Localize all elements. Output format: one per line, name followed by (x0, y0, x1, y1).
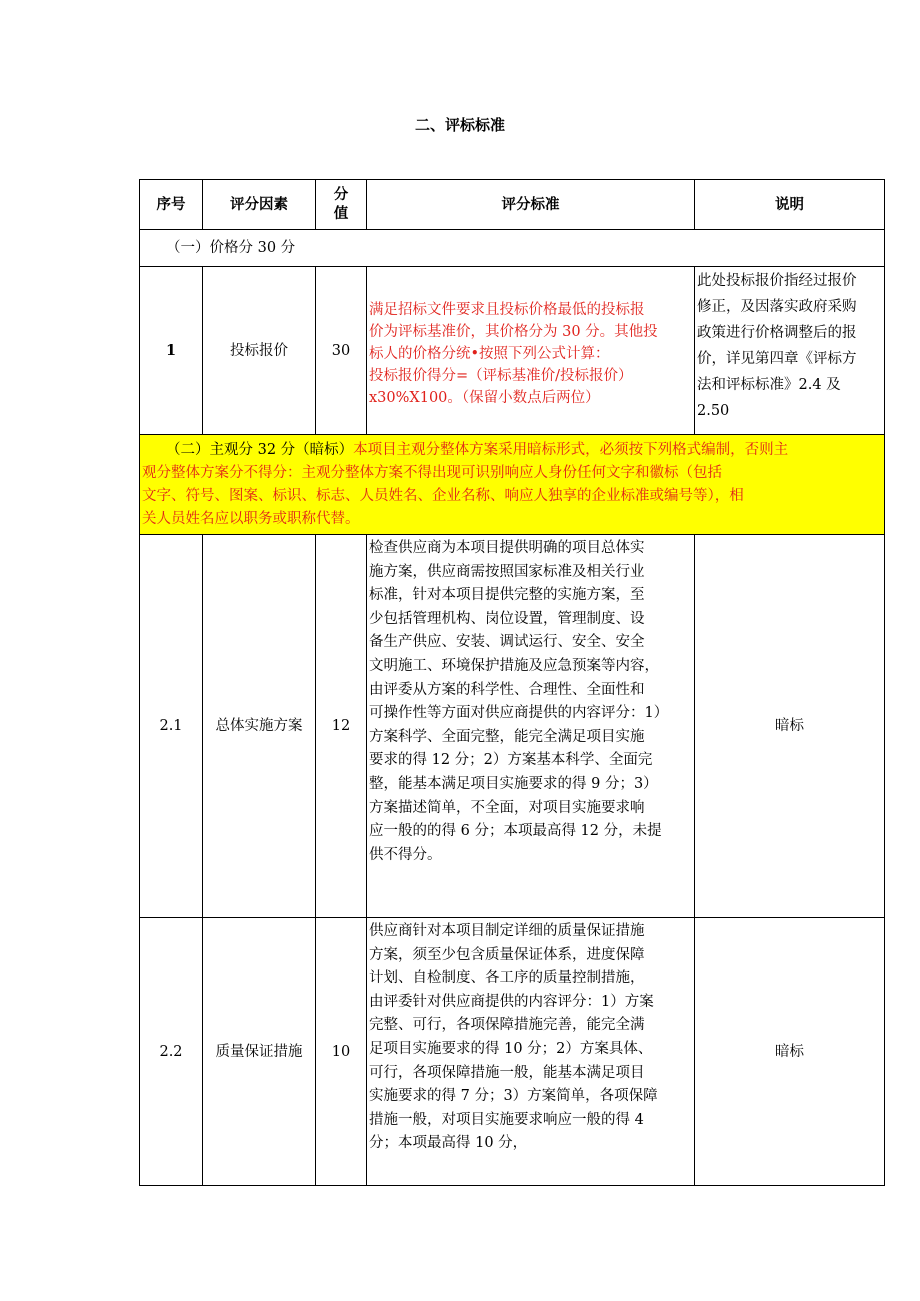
section-subjective-line: 关人员姓名应以职务或职称代替。 (142, 510, 360, 527)
header-score-line1: 分 (333, 186, 349, 203)
row21-factor: 总体实施方案 (203, 535, 316, 918)
row22-factor: 质量保证措施 (203, 918, 316, 1186)
section-subjective-row (140, 435, 885, 535)
section-subjective-line: 文字、符号、图案、标识、标志、人员姓名、企业名称、响应人独享的企业标准或编号等），相 (142, 487, 744, 504)
row1-note-line: 2.50 (697, 403, 730, 419)
row22-criteria-line: 计划、自检制度、各工序的质量控制措施， (369, 970, 645, 987)
row22-criteria-line: 足项目实施要求的得 10 分；2）方案具体、 (369, 1040, 653, 1057)
row21-score: 12 (316, 535, 367, 918)
row21-note: 暗标 (695, 535, 885, 918)
row22-criteria-line: 供应商针对本项目制定详细的质量保证措施 (369, 923, 645, 939)
row22-note: 暗标 (695, 918, 885, 1186)
section-subjective-line: 观分整体方案分不得分：主观分整体方案不得出现可识别响应人身份任何文字和徽标（包括 (142, 464, 722, 481)
row1-criteria-line: 标人的价格分统•按照下列公式计算： (369, 345, 610, 362)
row21-criteria-line: 标准，针对本项目提供完整的实施方案，至 (369, 587, 645, 604)
row22-criteria (367, 918, 695, 1186)
header-factor: 评分因素 (203, 180, 316, 230)
row21-criteria-line: 少包括管理机构、岗位设置，管理制度、设 (369, 610, 645, 627)
section-subjective-prefix: （二）主观分 32 分（暗标） (166, 441, 354, 458)
header-no: 序号 (140, 180, 203, 230)
row21-criteria-line: 应一般的的得 6 分；本项最高得 12 分，未提 (369, 823, 662, 840)
row1-note-line: 此处投标报价指经过报价 (697, 273, 857, 289)
row1-criteria-line: 投标报价得分=（评标基准价/投标报价） (369, 367, 633, 384)
row21-criteria-line: 备生产供应、安装、调试运行、安全、安全 (369, 634, 645, 651)
row22-criteria-line: 分；本项最高得 10 分， (369, 1135, 528, 1152)
header-note: 说明 (695, 180, 885, 230)
row1-note-line: 修正，及因落实政府采购 (697, 299, 857, 315)
section-price-row (140, 230, 885, 267)
row21-criteria-line: 整，能基本满足项目实施要求的得 9 分；3） (369, 775, 658, 792)
section-subjective-text: 本项目主观分整体方案采用暗标形式，必须按下列格式编制，否则主 (353, 441, 789, 458)
row21-criteria-line: 方案科学、全面完整，能完全满足项目实施 (369, 728, 645, 745)
row-overall-plan (140, 535, 885, 918)
row1-factor: 投标报价 (203, 267, 316, 435)
row1-score: 30 (316, 267, 367, 435)
header-row (140, 180, 885, 230)
section-price-label: （一）价格分 30 分 (140, 230, 885, 267)
row1-criteria-line: x30%X100。（保留小数点后两位） (369, 389, 600, 406)
row21-criteria-line: 检查供应商为本项目提供明确的项目总体实 (369, 540, 645, 556)
row22-no: 2.2 (140, 918, 203, 1186)
row22-score: 10 (316, 918, 367, 1186)
section-subjective (140, 435, 885, 535)
row21-criteria-line: 供不得分。 (369, 846, 442, 863)
row-quality-assurance (140, 918, 885, 1186)
row21-no: 2.1 (140, 535, 203, 918)
row22-criteria-line: 完整、可行，各项保障措施完善，能完全满 (369, 1017, 645, 1034)
header-criteria: 评分标准 (367, 180, 695, 230)
row1-note-line: 法和评标标准》2.4 及 (697, 377, 841, 393)
row21-criteria-line: 施方案，供应商需按照国家标准及相关行业 (369, 563, 645, 580)
row22-criteria-line: 由评委针对供应商提供的内容评分：1）方案 (369, 993, 654, 1010)
row1-note (695, 267, 885, 435)
row1-criteria-line: 满足招标文件要求且投标价格最低的投标报 (369, 301, 645, 318)
row1-criteria-line: 价为评标基准价，其价格分为 30 分。其他投 (369, 323, 658, 340)
row1-note-line: 政策进行价格调整后的报 (697, 325, 857, 341)
page-title: 二、评标标准 (414, 116, 505, 134)
row21-criteria-line: 方案描述简单，不全面，对项目实施要求响 (369, 799, 645, 816)
header-score (316, 180, 367, 230)
row1-no: 1 (140, 267, 203, 435)
section-subjective-line (142, 439, 882, 462)
row21-criteria-line: 由评委从方案的科学性、合理性、全面性和 (369, 681, 645, 698)
row22-criteria-line: 可行，各项保障措施一般，能基本满足项目 (369, 1064, 645, 1081)
row22-criteria-line: 实施要求的得 7 分；3）方案简单，各项保障 (369, 1088, 658, 1105)
header-score-line2: 值 (333, 205, 349, 222)
row21-criteria-line: 可操作性等方面对供应商提供的内容评分：1） (369, 705, 669, 722)
row22-criteria-line: 措施一般，对项目实施要求响应一般的得 4 (369, 1111, 644, 1128)
row21-criteria-line: 文明施工、环境保护措施及应急预案等内容， (369, 657, 659, 674)
row1-criteria (367, 267, 695, 435)
row21-criteria (367, 535, 695, 918)
row-bid-price (140, 267, 885, 435)
row1-note-line: 价，详见第四章《评标方 (697, 351, 857, 367)
row22-criteria-line: 方案，须至少包含质量保证体系，进度保障 (369, 946, 645, 963)
scoring-table (139, 179, 885, 1186)
row21-criteria-line: 要求的得 12 分；2）方案基本科学、全面完 (369, 752, 653, 769)
